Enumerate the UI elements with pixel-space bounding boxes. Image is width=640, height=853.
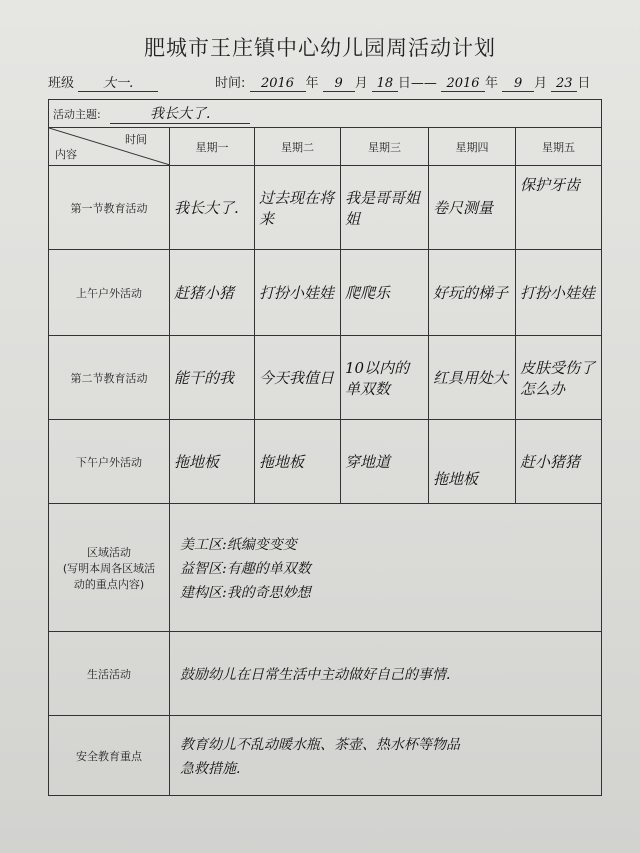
activity-cell: 红具用处大 [429,336,516,420]
activity-cell: 10以内的单双数 [341,336,429,420]
start-year: 2016 [250,76,306,92]
date-field [215,72,590,92]
end-day: 23 [551,76,577,92]
time-label: 时间: [215,76,246,91]
area-item: 美工区:纸编变变变 [180,536,297,553]
theme-cell [49,100,602,128]
activity-cell: 卷尺测量 [429,166,516,250]
header-time: 时间 [125,133,147,146]
page-title: 肥城市王庄镇中心幼儿园周活动计划 [144,36,496,60]
end-month: 9 [502,76,534,92]
activity-cell: 我长大了. [170,166,255,250]
safety-label: 安全教育重点 [49,716,170,796]
end-month-unit: 月 [534,76,548,91]
activity-row [49,336,602,420]
header-day-3: 星期三 [341,128,429,166]
activity-cell: 爬爬乐 [341,250,429,336]
life-label: 生活活动 [49,632,170,716]
area-label-line2: (写明本周各区域活 [62,561,156,575]
safety-row [49,716,602,796]
activity-cell: 穿地道 [341,420,429,504]
class-label: 班级 [48,76,75,91]
row-label: 下午户外活动 [49,420,170,504]
start-day-unit: 日 [397,76,411,91]
area-label-cell [49,504,170,632]
activity-row [49,166,602,250]
start-month: 9 [323,76,355,92]
theme-label: 活动主题: [53,108,101,121]
header-day-1: 星期一 [170,128,255,166]
area-content-cell [170,504,602,632]
header-corner-cell [49,128,170,166]
activity-cell: 拖地板 [255,420,341,504]
end-year-unit: 年 [485,76,499,91]
life-activity-row [49,632,602,716]
safety-line: 教育幼儿不乱动暖水瓶、茶壶、热水杯等物品 [180,736,460,753]
activity-cell: 赶小猪猪 [516,420,602,504]
row-label: 上午户外活动 [49,250,170,336]
theme-value: 我长大了. [110,103,250,124]
area-activity-row [49,504,602,632]
activity-cell: 保护牙齿 [516,166,602,250]
header-day-2: 星期二 [255,128,341,166]
end-day-unit: 日 [577,76,591,91]
area-label-line1: 区域活动 [87,545,131,559]
activity-cell: 拖地板 [170,420,255,504]
activity-cell: 今天我值日 [255,336,341,420]
activity-cell: 打扮小娃娃 [255,250,341,336]
activity-cell: 能干的我 [170,336,255,420]
header-content: 内容 [55,148,77,161]
life-text: 鼓励幼儿在日常生活中主动做好自己的事情. [170,632,602,716]
row-label: 第一节教育活动 [49,166,170,250]
activity-cell: 好玩的梯子 [429,250,516,336]
activity-cell: 皮肤受伤了怎么办 [516,336,602,420]
row-label: 第二节教育活动 [49,336,170,420]
start-year-unit: 年 [305,76,319,91]
activity-cell: 拖地板 [429,420,516,504]
activity-cell: 打扮小娃娃 [516,250,602,336]
header-day-4: 星期四 [429,128,516,166]
class-field [48,72,158,92]
area-item: 益智区:有趣的单双数 [180,560,311,577]
activity-cell: 我是哥哥姐姐 [341,166,429,250]
activity-row [49,250,602,336]
start-day: 18 [372,76,398,92]
activity-plan-table [48,99,602,796]
header-row [49,128,602,166]
safety-line: 急救措施. [180,760,241,777]
area-item: 建构区:我的奇思妙想 [180,584,311,601]
header-day-5: 星期五 [516,128,602,166]
end-year: 2016 [441,76,485,92]
area-label-line3: 动的重点内容) [73,577,145,591]
activity-cell: 赶猪小猪 [170,250,255,336]
activity-cell: 过去现在将来 [255,166,341,250]
class-value: 大一. [78,72,158,92]
safety-content-cell [170,716,602,796]
date-dash: —— [410,76,437,91]
activity-row [49,420,602,504]
theme-row [49,100,602,128]
start-month-unit: 月 [354,76,368,91]
